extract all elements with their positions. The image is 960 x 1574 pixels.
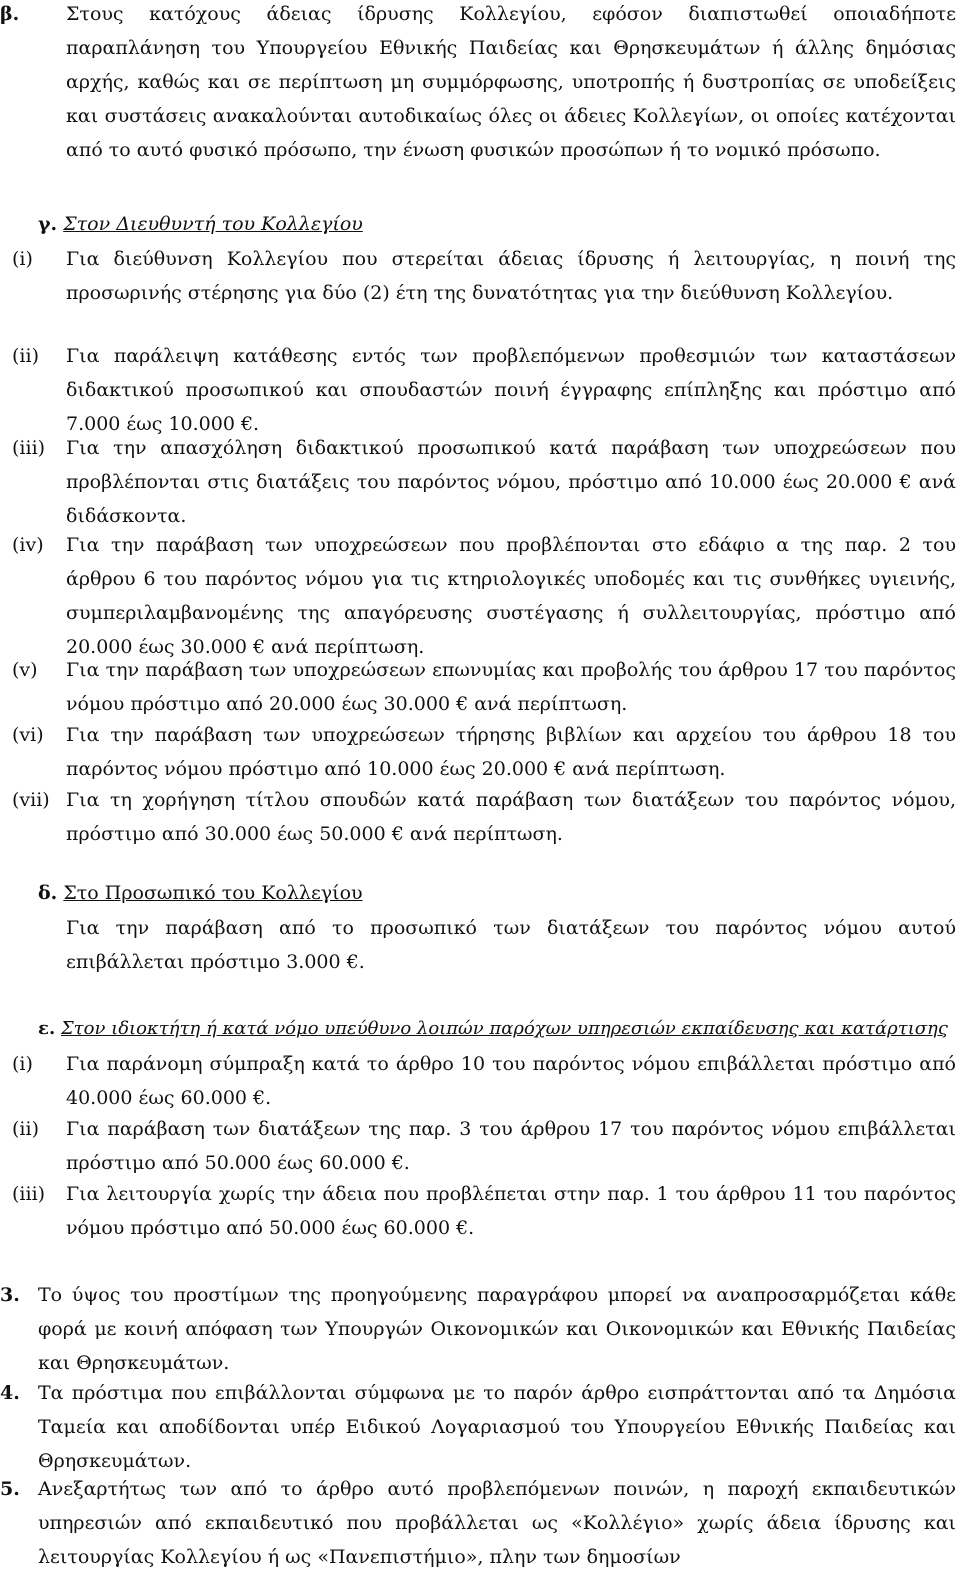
section-e-item: [0, 1177, 960, 1245]
section-d-heading: [38, 876, 363, 910]
section-c-label: γ.: [38, 213, 58, 235]
item-label: (ii): [12, 345, 39, 367]
paragraph-text: Το ύψος του προστίμων της προηγούμενης παραγράφου μπορεί να αναπροσαρμόζεται κάθε φορά με κοινή απόφαση των Υπουργών Οικονομικών και Οικονομικών και Εθνικής Παιδείας και Θρησκευμάτων.: [38, 1284, 956, 1374]
section-b-text: Στους κατόχους άδειας ίδρυσης Κολλεγίου, εφόσον διαπιστωθεί οποιαδήποτε παραπλάνηση του Υπουργείου Εθνικής Παιδείας και Θρησκευμάτων ή άλλης δημόσιας αρχής, καθώς και σε περίπτωση μη συμμόρφωσης, υποτροπής ή δυστροπίας σε υποδείξεις και συστάσεις ανακαλούνται αυτοδικαίως όλες οι άδειες Κολλεγίων, οι οποίες κατέχονται από το αυτό φυσικό πρόσωπο, την ένωση φυσικών προσώπων ή το νομικό πρόσωπο.: [66, 3, 956, 161]
section-c-item: [0, 431, 960, 533]
section-e-title: Στον ιδιοκτήτη ή κατά νόμο υπεύθυνο λοιπών παρόχων υπηρεσιών εκπαίδευσης και κατάρτισης: [60, 1018, 948, 1039]
item-text: Για τη χορήγηση τίτλου σπουδών κατά παράβαση των διατάξεων του παρόντος νόμου, πρόστιμο από 30.000 έως 50.000 € ανά περίπτωση.: [66, 789, 956, 845]
item-label: (vii): [12, 789, 50, 811]
item-text: Για παράβαση των διατάξεων της παρ. 3 του άρθρου 17 του παρόντος νόμου επιβάλλεται πρόστιμο από 50.000 έως 60.000 €.: [66, 1118, 956, 1174]
item-text: Για την απασχόληση διδακτικού προσωπικού κατά παράβαση των υποχρεώσεων που προβλέπονται στις διατάξεις του παρόντος νόμου, πρόστιμο από 10.000 έως 20.000 € ανά διδάσκοντα.: [66, 437, 956, 527]
item-text: Για παράλειψη κατάθεσης εντός των προβλεπόμενων προθεσμιών των καταστάσεων διδακτικού προσωπικού και σπουδαστών ποινή έγγραφης επίπληξης και πρόστιμο από 7.000 έως 10.000 €.: [66, 345, 956, 435]
section-e-item: [0, 1047, 960, 1115]
item-label: (iv): [12, 534, 44, 556]
item-label: (v): [12, 659, 38, 681]
section-c-item: [0, 528, 960, 664]
section-c-item: [0, 718, 960, 786]
section-c-item: [0, 339, 960, 441]
section-b: [0, 0, 960, 167]
paragraph-text: Τα πρόστιμα που επιβάλλονται σύμφωνα με το παρόν άρθρο εισπράττονται από τα Δημόσια Ταμεία και αποδίδονται υπέρ Ειδικού Λογαριασμού του Υπουργείου Εθνικής Παιδείας και Θρησκευμάτων.: [38, 1382, 956, 1472]
item-text: Για διεύθυνση Κολλεγίου που στερείται άδειας ίδρυσης ή λειτουργίας, η ποινή της προσωρινής στέρησης για δύο (2) έτη της δυνατότητας για την διεύθυνση Κολλεγίου.: [66, 248, 956, 304]
section-c-item: [0, 783, 960, 851]
section-c-heading: [38, 207, 363, 241]
section-e-heading: [38, 1012, 948, 1046]
item-label: (i): [12, 248, 33, 270]
item-label: (ii): [12, 1118, 39, 1140]
section-d-body: [0, 911, 960, 979]
item-text: Για λειτουργία χωρίς την άδεια που προβλέπεται στην παρ. 1 του άρθρου 11 του παρόντος νόμου πρόστιμο από 50.000 έως 60.000 €.: [66, 1183, 956, 1239]
item-label: (vi): [12, 724, 44, 746]
section-e-item: [0, 1112, 960, 1180]
section-c-item: [0, 242, 960, 310]
item-label: (i): [12, 1053, 33, 1075]
section-c-title: Στον Διευθυντή του Κολλεγίου: [63, 213, 363, 235]
item-label: (iii): [12, 437, 46, 459]
section-d-text: Για την παράβαση από το προσωπικό των διατάξεων του παρόντος νόμου αυτού επιβάλλεται πρόστιμο 3.000 €.: [66, 917, 956, 973]
item-text: Για την παράβαση των υποχρεώσεων επωνυμίας και προβολής του άρθρου 17 του παρόντος νόμου πρόστιμο από 20.000 έως 30.000 € ανά περίπτωση.: [66, 659, 956, 715]
item-text: Για την παράβαση των υποχρεώσεων που προβλέπονται στο εδάφιο α της παρ. 2 του άρθρου 6 του παρόντος νόμου για τις κτηριολογικές υποδομές και τις συνθήκες υγιεινής, συμπεριλαμβανομένης της απαγόρευσης συστέγασης ή συλλειτουργίας, πρόστιμο από 20.000 έως 30.000 € ανά περίπτωση.: [66, 534, 956, 658]
paragraph-4: [0, 1376, 960, 1478]
item-label: (iii): [12, 1183, 46, 1205]
section-b-label: β.: [0, 3, 20, 25]
section-e-label: ε.: [38, 1018, 56, 1039]
item-text: Για παράνομη σύμπραξη κατά το άρθρο 10 του παρόντος νόμου επιβάλλεται πρόστιμο από 40.000 έως 60.000 €.: [66, 1053, 956, 1109]
section-d-label: δ.: [38, 882, 58, 904]
paragraph-3: [0, 1278, 960, 1380]
item-text: Για την παράβαση των υποχρεώσεων τήρησης βιβλίων και αρχείου του άρθρου 18 του παρόντος νόμου πρόστιμο από 10.000 έως 20.000 € ανά περίπτωση.: [66, 724, 956, 780]
section-d-title: Στο Προσωπικό του Κολλεγίου: [63, 882, 363, 904]
paragraph-label: 3.: [0, 1284, 20, 1306]
paragraph-label: 5.: [0, 1478, 20, 1500]
paragraph-5: [0, 1472, 960, 1574]
section-c-item: [0, 653, 960, 721]
paragraph-label: 4.: [0, 1382, 20, 1404]
paragraph-text: Ανεξαρτήτως των από το άρθρο αυτό προβλεπόμενων ποινών, η παροχή εκπαιδευτικών υπηρεσιών από εκπαιδευτικό που προβάλλεται ως «Κολλέγιο» χωρίς άδεια ίδρυσης και λειτουργίας Κολλεγίου ή ως «Πανεπιστήμιο», πλην των δημοσίων: [38, 1478, 956, 1568]
